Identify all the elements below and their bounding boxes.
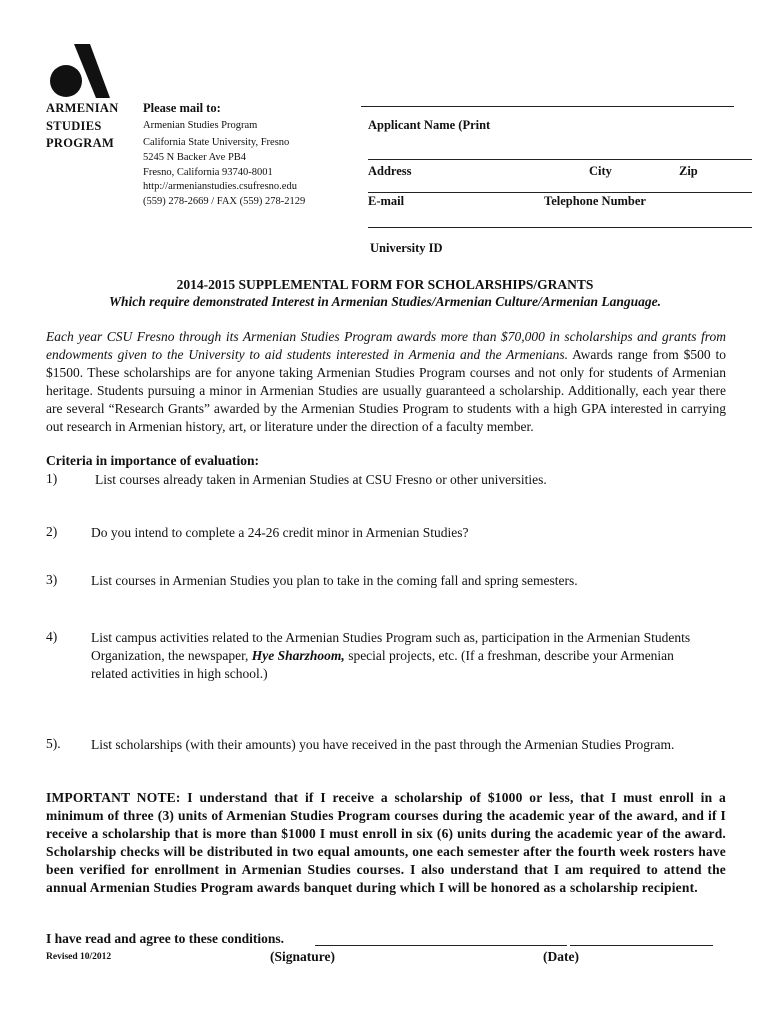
form-subtitle: Which require demonstrated Interest in Armenian Studies/Armenian Culture/Armenian Language.: [109, 294, 661, 309]
program-name-line1: ARMENIAN: [46, 101, 119, 115]
date-line[interactable]: [570, 945, 713, 946]
university-id-label: University ID: [370, 241, 443, 255]
revised-date: Revised 10/2012: [46, 952, 112, 962]
newspaper-title: Hye Sharzhoom,: [251, 648, 345, 663]
signature-line[interactable]: [315, 945, 567, 946]
email-label: E-mail: [368, 194, 405, 208]
program-name-line2: STUDIES: [46, 119, 102, 133]
criteria-heading: Criteria in importance of evaluation:: [46, 453, 259, 468]
question-number: 4): [46, 629, 58, 644]
question-text: List scholarships (with their amounts) you have received in the past through the Armenian Studies Program.: [91, 737, 675, 752]
mail-line: 5245 N Backer Ave PB4: [143, 152, 247, 163]
question-text: List courses in Armenian Studies you plan to take in the coming fall and spring semesters.: [91, 573, 578, 588]
address-line[interactable]: [368, 159, 752, 160]
mail-line: (559) 278-2669 / FAX (559) 278-2129: [143, 196, 306, 207]
question-number: 1): [46, 471, 58, 486]
mail-line: Fresno, California 93740-8001: [143, 167, 273, 178]
university-id-line[interactable]: [368, 227, 752, 228]
question-text: List courses already taken in Armenian Studies at CSU Fresno or other universities.: [95, 472, 547, 487]
email-line[interactable]: [368, 192, 752, 193]
question-number: 3): [46, 572, 58, 587]
armenian-studies-logo: [46, 44, 110, 98]
question-text: Do you intend to complete a 24-26 credit minor in Armenian Studies?: [91, 525, 469, 540]
important-note: IMPORTANT NOTE: I understand that if I receive a scholarship of $1000 or less, that I must enroll in a minimum of three (3) units of Armenian Studies Program courses during the academic year of the award, and if I receive a scholarship that is more than $1000 I must enroll in six (6) units during the academic year of the award. Scholarship checks will be distributed in two equal amounts, one each semester after the fourth week rosters have been verified for enrollment in Armenian Studies courses. I also understand that I am required to attend the annual Armenian Studies Program awards banquet during which I will be honored as a scholarship recipient.: [46, 790, 726, 895]
intro-paragraph: [46, 328, 726, 436]
mail-heading: Please mail to:: [143, 101, 221, 115]
form-title: 2014-2015 SUPPLEMENTAL FORM FOR SCHOLARSHIPS/GRANTS: [176, 277, 594, 292]
applicant-name-line[interactable]: [361, 106, 734, 107]
zip-label: Zip: [679, 164, 698, 178]
agree-statement: I have read and agree to these conditions.: [46, 931, 285, 946]
mail-line: Armenian Studies Program: [143, 120, 258, 131]
signature-label: (Signature): [270, 949, 336, 964]
applicant-name-label: Applicant Name (Print: [368, 118, 491, 132]
program-name-line3: PROGRAM: [46, 136, 115, 150]
date-label: (Date): [543, 949, 579, 964]
intro-plain: Awards range from $500 to $1500. These scholarships are for anyone taking Armenian Studies Program courses and not only for students of Armenian heritage. Students pursuing a minor in Armenian Studies are usually guaranteed a scholarship. Additionally, each year there are several “Research Grants” awarded by the Armenian Studies Program to students with a high GPA interested in carrying out research in Armenian history, art, or literature under the direction of a faculty member.: [46, 347, 726, 434]
address-label: Address: [368, 164, 412, 178]
question-text: [91, 629, 713, 683]
question-number: 2): [46, 524, 58, 539]
mail-line: California State University, Fresno: [143, 137, 290, 148]
mail-line: http://armenianstudies.csufresno.edu: [143, 181, 297, 192]
question-text-part: List campus activities related to the Armenian Studies Program such as, participation in the Armenian Students Organization, the newspaper,: [91, 630, 691, 663]
telephone-label: Telephone Number: [544, 194, 646, 208]
intro-italic: Each year CSU Fresno through its Armenian Studies Program awards more than $70,000 in scholarships and grants from endowments given to the University to aid students interested in Armenia and the Armenians.: [46, 329, 726, 362]
question-number: 5).: [46, 736, 61, 751]
city-label: City: [589, 164, 612, 178]
question-text-part: special projects, etc. (If a freshman, describe your Armenian related activities in high school.): [91, 648, 674, 681]
